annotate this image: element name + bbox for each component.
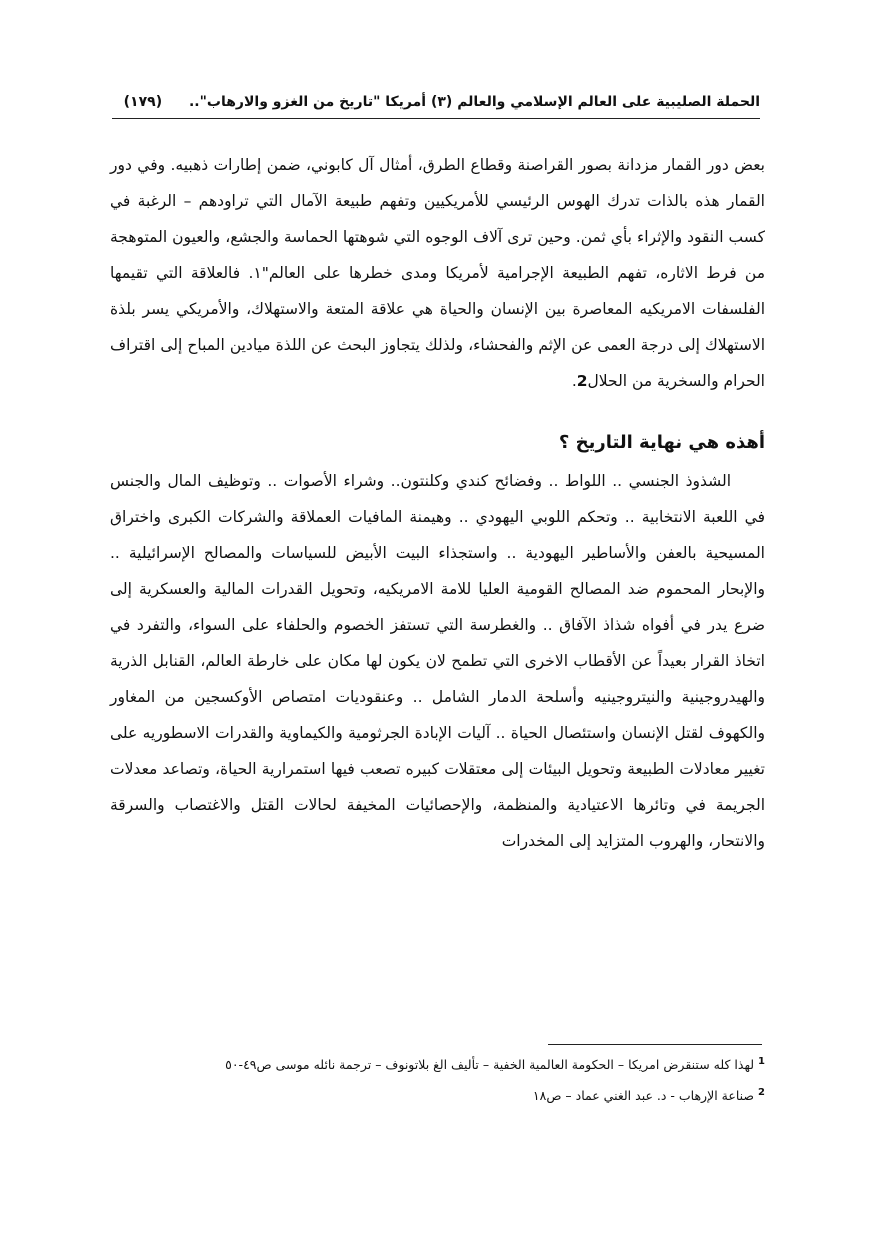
footnote-1 — [110, 1050, 765, 1077]
footnote-1-text: لهذا كله ستنقرض امريكا – الحكومة العالمية الخفية – تأليف الغ بلاتونوف – ترجمة نائله موسى ص٤٩-٥٠ — [225, 1057, 755, 1073]
paragraph-1-text: بعض دور القمار مزدانة بصور القراصنة وقطاع الطرق، أمثال آل كابوني، ضمن إطارات ذهبيه. وفي دور القمار هذه بالذات تدرك الهوس الرئيسي للأمريكيين وتفهم طبيعة الآمال التي تراودهم – الرغبة في كسب النقود والإثراء بأي ثمن. وحين ترى آلاف الوجوه التي شوهتها الحماسة والجشع، والعيون المتوهجة من فرط الاثاره، تفهم الطبيعة الإجرامية لأمريكا ومدى خطرها على العالم"١. فالعلاقة التي تقيمها الفلسفات الامريكيه المعاصرة بين الإنسان والحياة هي علاقة المتعة والاستهلاك، والأمريكي يسر بلذة الاستهلاك إلى درجة العمى عن الإثم والفحشاء، ولذلك يتجاوز البحث عن اللذة ميادين المباح إلى اقتراف الحرام والسخرية من الحلال — [110, 156, 765, 390]
footnote-2-marker: 2 — [758, 1087, 765, 1099]
footnote-reference-2[interactable]: 2 — [576, 372, 588, 390]
header-title: الحملة الصليبية على العالم الإسلامي والعالم (٣) أمريكا "تاريخ من الغزو والارهاب".. — [188, 94, 760, 110]
footnote-2-text: صناعة الإرهاب - د. عبد الغني عماد – ص١٨ — [532, 1088, 755, 1104]
footnote-divider — [548, 1044, 762, 1045]
section-heading: أهذه هي نهاية التاريخ ؟ — [558, 432, 765, 453]
footnotes — [110, 1050, 765, 1112]
paragraph-1-end: . — [571, 372, 577, 390]
paragraph-1 — [110, 147, 765, 399]
running-header — [112, 88, 760, 119]
paragraph-2: الشذوذ الجنسي .. اللواط .. وفضائح كندي وكلنتون.. وشراء الأصوات .. وتوظيف المال والجنس في اللعبة الانتخابية .. وتحكم اللوبي اليهودي .. وهيمنة المافيات العملاقة والشركات الكبرى واختراق المسيحية بالعفن والأساطير اليهودية .. واستجذاء البيت الأبيض للسياسات والمصالح الإسرائيلية .. والإبحار المحموم ضد المصالح القومية العليا للامة الامريكيه، وتحويل القدرات المالية والعسكرية إلى ضرع يدر في أفواه شذاذ الآفاق .. والغطرسة التي تستفز الخصوم والحلفاء على السواء، والتفرد في اتخاذ القرار بعيداً عن الأقطاب الاخرى التي تطمح لان يكون لها مكان على خارطة العالم، القنابل الذرية والهيدروجينية والنيتروجينيه وأسلحة الدمار الشامل .. وعنقوديات امتصاص الأوكسجين من المغاور والكهوف لقتل الإنسان واستئصال الحياة .. آليات الإبادة الجرثومية والكيماوية والقدرات الاسطوريه على تغيير معادلات الطبيعة وتحويل البيئات إلى معتقلات كبيره تصعب فيها استمرارية الحياة، وتصاعد معدلات الجريمة في وتائرها الاعتيادية والمنظمة، والإحصائيات المخيفة لحالات القتل والاغتصاب والسرقة والانتحار، والهروب المتزايد إلى المخدرات — [110, 472, 765, 850]
page-number: (١٧٩) — [123, 94, 163, 110]
footnote-1-marker: 1 — [758, 1056, 765, 1067]
body-text — [110, 147, 765, 859]
footnote-2 — [110, 1081, 765, 1108]
